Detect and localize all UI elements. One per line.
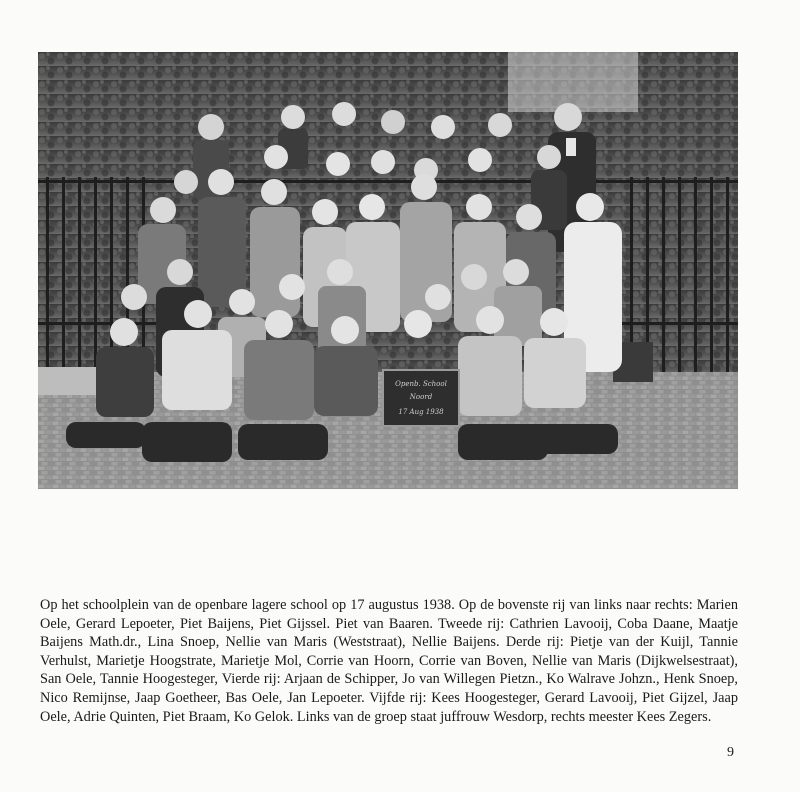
class-photo-graphic <box>38 52 738 489</box>
slate-line-1: Openb. School <box>395 380 447 388</box>
photo-caption: Op het schoolplein van de openbare lagere school op 17 augustus 1938. Op de bovenste rij van links naar rechts: Marien Oele, Gerard Lepoeter, Piet Baijens, Piet Gijssel. Piet van Baaren. Tweede rij: Cathrien Lavooij, Coba Daane, Maatje Baijens Math.dr., Lina Snoep, Nellie van Maris (Weststraat), Nellie Baijens. Derde rij: Pietje van der Kuijl, Tannie Verhulst, Marietje Hoogstrate, Marietje Mol, Corrie van Hoorn, Corrie van Boven, Nellie van Maris (Dijkwelsestraat), San Oele, Tannie Hoogesteger, Vierde rij: Arjaan de Schipper, Jo van Willegen Pietzn., Ko Walrave Johzn., Henk Snoep, Nico Remijnse, Jaap Goetheer, Bas Oele, Jan Lepoeter. Vijfde rij: Kees Hoogesteger, Gerard Lavooij, Piet Gijzel, Jaap Oele, Adrie Quinten, Piet Braam, Ko Gelok. Links van de groep staat juffrouw Wesdorp, rechts meester Kees Zegers. <box>40 597 738 725</box>
slate-line-3: 17 Aug 1938 <box>398 408 444 416</box>
class-photo <box>38 52 738 489</box>
class-slate <box>383 370 459 426</box>
page-number: 9 <box>727 745 734 760</box>
slate-line-2: Noord <box>409 393 433 401</box>
